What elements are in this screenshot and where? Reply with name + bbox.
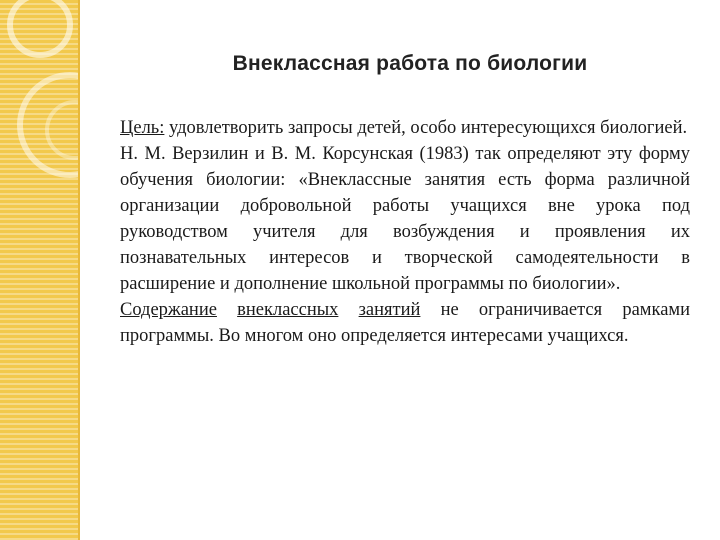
goal-label: Цель:	[120, 118, 165, 138]
slide-title: Внеклассная работа по биологии	[232, 52, 588, 75]
decorative-ring-inner	[47, 102, 80, 158]
content-word-3: занятий	[358, 300, 421, 320]
definition-paragraph: Н. М. Верзилин и В. М. Корсунская (1983) так определяют эту форму обучения биологии: «Внеклассные занятия есть форма различной организации добровольной работы учащихся вне урока под руководством учителя для возбуждения и проявления их познавательных интересов и творческой самодеятельности в расширение и дополнение школьной программы по биологии».	[120, 144, 690, 294]
decorative-ring-middle	[20, 75, 80, 175]
content-word-2: внеклассных	[237, 300, 339, 320]
content-word-1: Содержание	[120, 300, 217, 320]
content-rest: не ограничивается рамками программы. Во многом оно определяется интересами учащихся.	[120, 300, 691, 346]
goal-text: удовлетворить запросы детей, особо интересующихся биологией.	[164, 118, 688, 138]
side-band-edge	[78, 0, 80, 540]
decorative-side-band	[0, 0, 80, 540]
goal-paragraph	[120, 115, 690, 141]
slide-body	[120, 115, 690, 349]
decorative-ring-top	[10, 0, 70, 55]
decorative-circles-graphic	[0, 0, 80, 540]
content-paragraph	[120, 297, 690, 349]
